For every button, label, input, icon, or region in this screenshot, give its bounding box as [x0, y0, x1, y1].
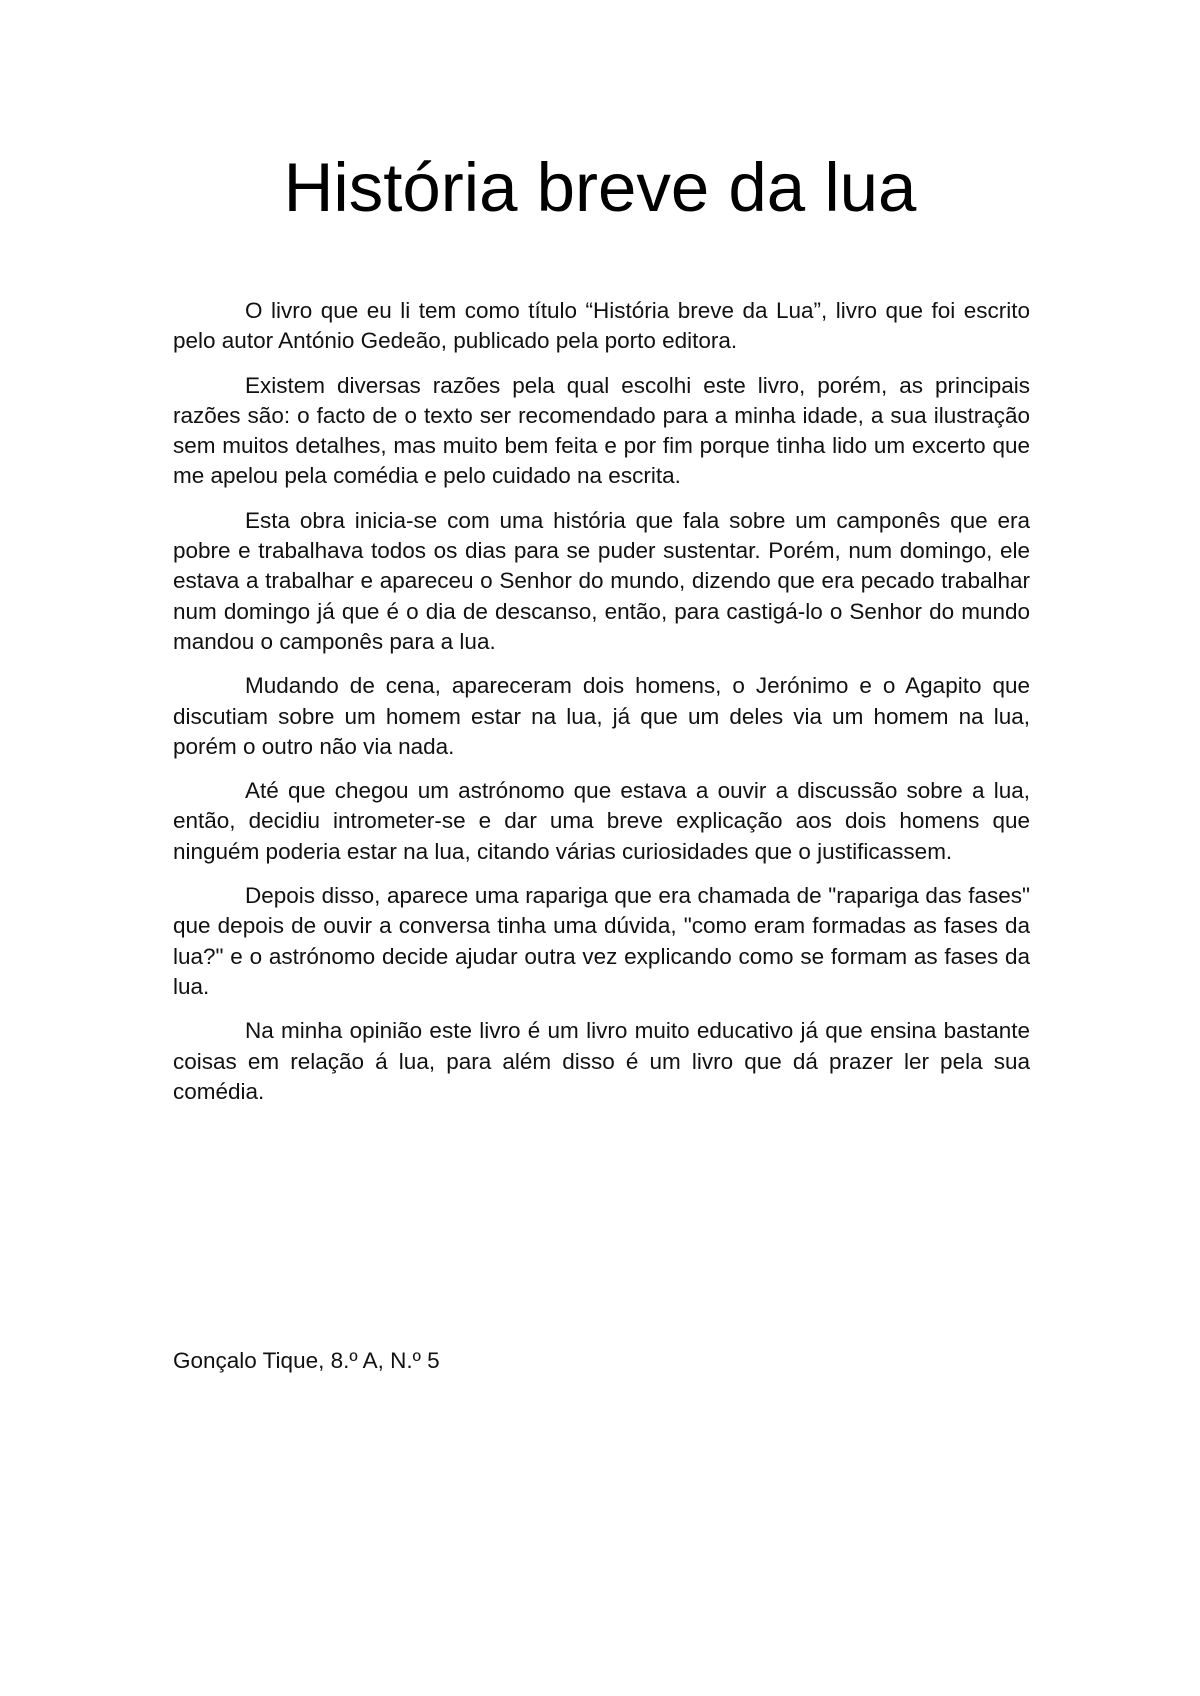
paragraph-1: O livro que eu li tem como título “História breve da Lua”, livro que foi escrito pelo autor António Gedeão, publicado pela porto editora.: [173, 298, 1030, 354]
paragraph-7: Na minha opinião este livro é um livro muito educativo já que ensina bastante coisas em relação á lua, para além disso é um livro que dá prazer ler pela sua comédia.: [173, 1018, 1030, 1104]
document-body: [173, 296, 1030, 1121]
paragraph-3: Esta obra inicia-se com uma história que fala sobre um camponês que era pobre e trabalhava todos os dias para se puder sustentar. Porém, num domingo, ele estava a trabalhar e apareceu o Senhor do mundo, dizendo que era pecado trabalhar num domingo já que é o dia de descanso, então, para castigá-lo o Senhor do mundo mandou o camponês para a lua.: [173, 507, 1030, 654]
paragraph-4: Mudando de cena, apareceram dois homens, o Jerónimo e o Agapito que discutiam sobre um homem estar na lua, já que um deles via um homem na lua, porém o outro não via nada.: [173, 673, 1030, 759]
paragraph-6: Depois disso, aparece uma rapariga que era chamada de "rapariga das fases" que depois de ouvir a conversa tinha uma dúvida, "como eram formadas as fases da lua?" e o astrónomo decide ajudar outra vez explicando como se formam as fases da lua.: [173, 883, 1030, 999]
paragraph-2: Existem diversas razões pela qual escolhi este livro, porém, as principais razões são: o facto de o texto ser recomendado para a minha idade, a sua ilustração sem muitos detalhes, mas muito bem feita e por fim porque tinha lido um excerto que me apelou pela comédia e pelo cuidado na escrita.: [173, 372, 1030, 489]
document-title: História breve da lua: [283, 149, 917, 226]
author-signature: Gonçalo Tique, 8.º A, N.º 5: [173, 1348, 440, 1373]
paragraph-5: Até que chegou um astrónomo que estava a ouvir a discussão sobre a lua, então, decidiu intrometer-se e dar uma breve explicação aos dois homens que ninguém poderia estar na lua, citando várias curiosidades que o justificassem.: [173, 778, 1030, 864]
